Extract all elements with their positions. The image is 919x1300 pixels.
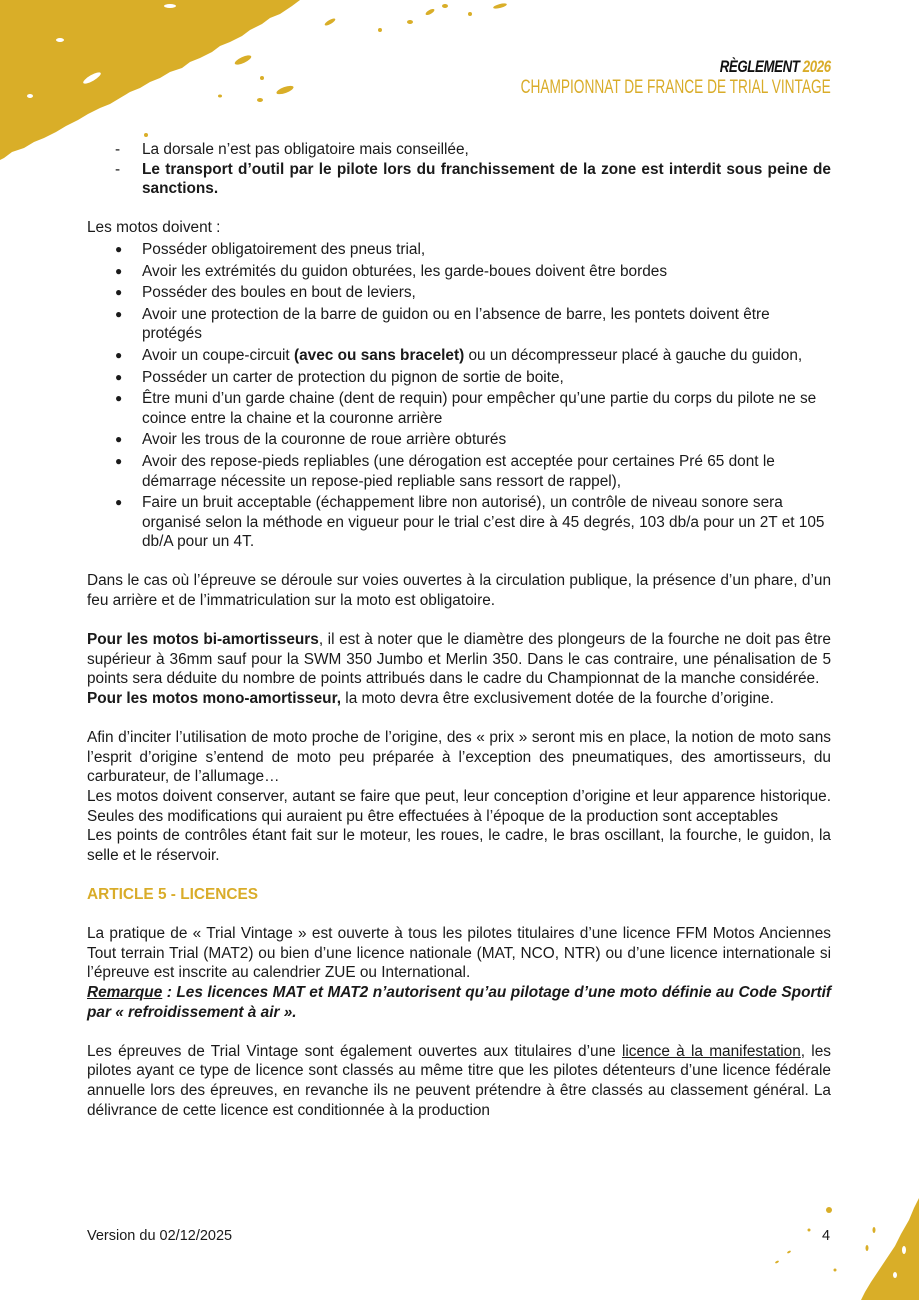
conserver-paragraph: Les motos doivent conserver, autant se faire que peut, leur conception d’origine et leur apparence historique. Seules des modifications qui auraient pu être effectuées à l’époque de la production sont acceptables: [87, 788, 831, 825]
bullet-icon: ●: [115, 369, 123, 384]
dash-marker: -: [115, 160, 121, 178]
list-item: ● Posséder des boules en bout de leviers,: [115, 284, 416, 302]
page-number: 4: [822, 1228, 831, 1244]
list-item: - Le transport d’outil par le pilote lors du franchissement de la zone est interdit sous peine de sanctions.: [115, 160, 831, 198]
public-roads-paragraph: Dans le cas où l’épreuve se déroule sur voies ouvertes à la circulation publique, la présence d’un phare, d’un feu arrière et de l’immatriculation sur la moto est obligatoire.: [87, 572, 831, 610]
mono-amortisseur-paragraph: Pour les motos mono-amortisseur, la moto devra être exclusivement dotée de la fourche d’origine.: [87, 690, 774, 708]
prix-paragraph: Afin d’inciter l’utilisation de moto proche de l’origine, des « prix » seront mis en place, la notion de moto sans l’esprit d’origine s’entend de moto peu préparée à l’exception des pneumatiques, des amortisseurs, du carburateur, de l’allumage…: [87, 729, 831, 786]
bullet-icon: ●: [115, 432, 123, 447]
list-item: ● Avoir les trous de la couronne de roue arrière obturés: [115, 431, 507, 449]
equipment-dash-list: [87, 140, 831, 199]
bullet-icon: ●: [115, 391, 123, 406]
title-year: 2026: [803, 57, 831, 76]
bullet-icon: ●: [115, 306, 123, 321]
motos-intro: Les motos doivent :: [87, 219, 221, 237]
bullet-icon: ●: [115, 285, 123, 300]
bullet-icon: ●: [115, 263, 123, 278]
championship-subtitle: CHAMPIONNAT DE FRANCE DE TRIAL VINTAGE: [520, 77, 831, 98]
controles-paragraph: Les points de contrôles étant fait sur le moteur, les roues, le cadre, le bras oscillant, la fourche, le guidon, la selle et le réservoir.: [87, 827, 831, 864]
paint-splash-bottom-right-decoration: [749, 1190, 919, 1300]
regulation-title: [495, 57, 831, 77]
bi-amortisseurs-paragraph: Pour les motos bi-amortisseurs, il est à noter que le diamètre des plongeurs de la fourche ne doit pas être supérieur à 36mm sauf pour la SWM 350 Jumbo et Merlin 350. Dans le cas contraire, une pénalisation de 5 points sera déduite du nombre de points attribués dans le cadre du Championnat de la manche considérée.: [87, 631, 831, 688]
list-item: ● Avoir une protection de la barre de guidon ou en l’absence de barre, les pontets doivent être protégés: [115, 305, 770, 343]
list-item: ● Posséder obligatoirement des pneus trial,: [115, 240, 426, 258]
bullet-icon: ●: [115, 347, 123, 362]
list-item: ● Avoir un coupe-circuit (avec ou sans bracelet) ou un décompresseur placé à gauche du guidon,: [115, 346, 803, 364]
licences-remark: Remarque : Les licences MAT et MAT2 n’autorisent qu’au pilotage d’une moto définie au Code Sportif par « refroidissement à air ».: [87, 983, 831, 1021]
list-item: ● Être muni d’un garde chaine (dent de requin) pour empêcher qu’une partie du corps du pilote ne se coince entre la chaine et la couronne arrière: [115, 390, 817, 427]
document-body: [87, 140, 831, 1120]
article-5-heading: ARTICLE 5 - LICENCES: [87, 885, 259, 903]
list-item: ● Posséder un carter de protection du pignon de sortie de boite,: [115, 368, 564, 386]
remark-label: Remarque: [87, 983, 163, 1001]
bullet-icon: ●: [115, 453, 123, 468]
list-item: ● Faire un bruit acceptable (échappement libre non autorisé), un contrôle de niveau sonore sera organisé selon la méthode en vigueur pour le trial c’est dire à 45 degrés, 103 db/a pour un 2T et 105 db/A pour un 4T.: [115, 494, 825, 551]
motos-requirements-list: [87, 240, 831, 552]
list-item: ● Avoir les extrémités du guidon obturées, les garde-boues doivent être bordes: [115, 262, 668, 280]
bullet-icon: ●: [115, 241, 123, 256]
title-word: RÈGLEMENT: [720, 57, 800, 76]
bullet-icon: ●: [115, 495, 123, 510]
footer-version: Version du 02/12/2025: [87, 1228, 233, 1244]
licences-manifestation-paragraph: Les épreuves de Trial Vintage sont également ouvertes aux titulaires d’une licence à la manifestation, les pilotes ayant ce type de licence sont classés au même titre que les pilotes détenteurs d’une licence fédérale annuelle lors des épreuves, en revanche ils ne peuvent prétendre à être classés au classement général. La délivrance de cette licence est conditionnée à la production: [87, 1042, 831, 1119]
licence-manifestation-term: licence à la manifestation: [621, 1042, 801, 1060]
licences-pratique-paragraph: La pratique de « Trial Vintage » est ouverte à tous les pilotes titulaires d’une licence FFM Motos Anciennes Tout terrain Trial (MAT2) ou bien d’une licence nationale (MAT, NCO, NTR) ou d’une licence internationale si l’épreuve est inscrite au calendrier ZUE ou International.: [87, 925, 831, 982]
dash-marker: -: [115, 141, 121, 158]
list-item: - La dorsale n’est pas obligatoire mais conseillée,: [115, 141, 469, 158]
document-header: [400, 57, 831, 99]
list-item: ● Avoir des repose-pieds repliables (une dérogation est acceptée pour certaines Pré 65 dont le démarrage nécessite un repose-pied repliable sans ressort de rappel),: [115, 452, 775, 490]
